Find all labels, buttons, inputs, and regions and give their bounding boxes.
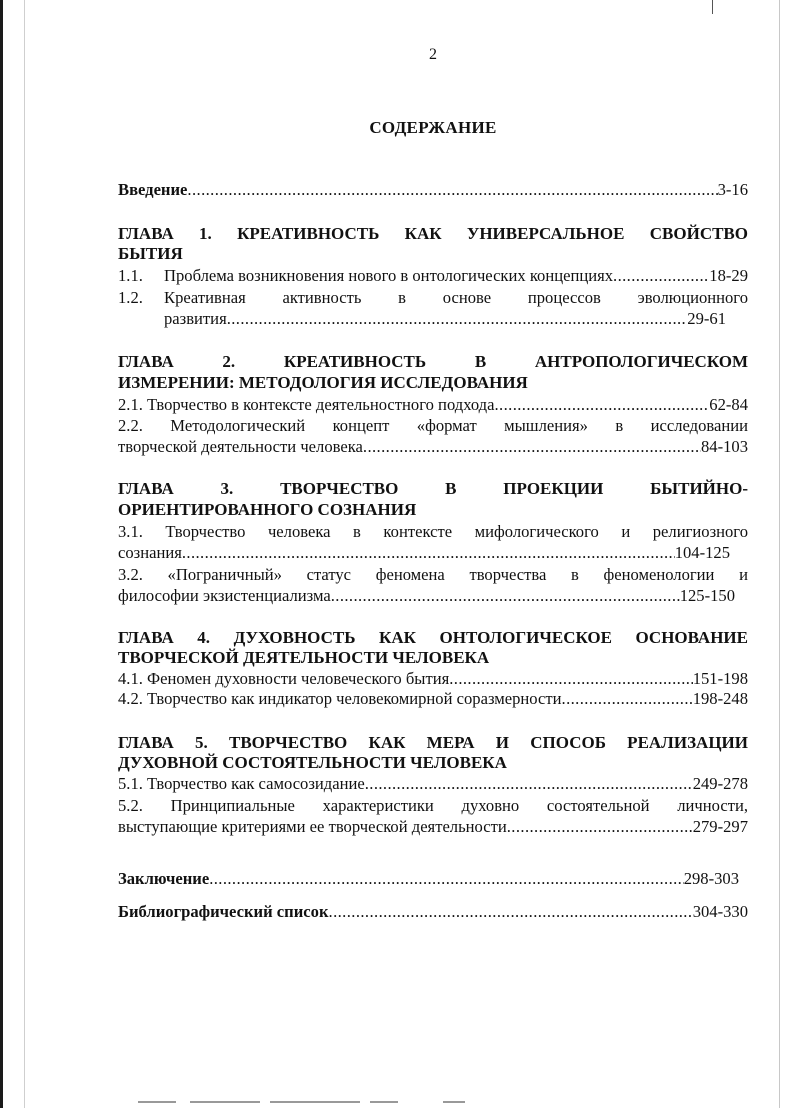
toc-label: творческой деятельности человека (118, 437, 363, 456)
toc-entry[interactable]: 3.2. «Пограничный» статус феномена творчества в феноменологии и (118, 565, 748, 584)
leader-dots (329, 902, 693, 922)
toc-entry[interactable]: 2.2. Методологический концепт «формат мышления» в исследовании (118, 416, 748, 435)
toc-label: 2.1. Творчество в контексте деятельностного подхода (118, 395, 495, 414)
scan-bottom-mark (138, 1101, 176, 1103)
scan-bottom-mark (443, 1101, 465, 1103)
chapter-heading[interactable]: ГЛАВА 3. ТВОРЧЕСТВО В ПРОЕКЦИИ БЫТИЙНО- (118, 479, 748, 498)
toc-label: 4.1. Феномен духовности человеческого бытия (118, 669, 450, 688)
toc-entry[interactable] (118, 774, 748, 794)
toc-label: развития (164, 309, 227, 328)
toc-entry[interactable] (118, 669, 748, 689)
toc-pages: 298-303 (683, 869, 739, 888)
scan-edge-line (24, 0, 25, 1108)
chapter-heading[interactable]: ГЛАВА 4. ДУХОВНОСТЬ КАК ОНТОЛОГИЧЕСКОЕ ОСНОВАНИЕ (118, 628, 748, 647)
toc-pages: 104-125 (674, 543, 730, 562)
toc-label: Заключение (118, 869, 210, 888)
toc-entry-bibliography[interactable] (118, 902, 748, 922)
toc-entry-introduction[interactable] (118, 180, 748, 200)
leader-dots (227, 309, 688, 329)
toc-pages: 62-84 (709, 395, 748, 414)
toc-label: 5.1. Творчество как самосозидание (118, 774, 365, 793)
page-number: 2 (429, 46, 437, 63)
chapter-heading-cont: ТВОРЧЕСКОЙ ДЕЯТЕЛЬНОСТИ ЧЕЛОВЕКА (118, 648, 490, 667)
scan-edge-left (0, 0, 3, 1108)
leader-dots (507, 817, 693, 837)
toc-pages: 29-61 (687, 309, 726, 328)
toc-label: 4.2. Творчество как индикатор человекомирной соразмерности (118, 689, 562, 708)
toc-entry[interactable] (118, 288, 748, 308)
toc-label: Проблема возникновения нового в онтологических концепциях (164, 266, 614, 285)
leader-dots (331, 586, 680, 606)
toc-pages: 125-150 (679, 586, 735, 605)
leader-dots (449, 669, 692, 689)
leader-dots (363, 437, 701, 457)
leader-dots (613, 266, 709, 286)
scan-edge-right (779, 0, 780, 1108)
scan-bottom-mark (370, 1101, 398, 1103)
toc-label: Введение (118, 180, 188, 199)
toc-entry[interactable] (118, 266, 748, 286)
scan-bottom-mark (270, 1101, 360, 1103)
toc-entry[interactable] (118, 689, 748, 709)
chapter-heading[interactable]: ГЛАВА 5. ТВОРЧЕСТВО КАК МЕРА И СПОСОБ РЕАЛИЗАЦИИ (118, 733, 748, 752)
toc-label: Креативная активность в основе процессов эволюционного (164, 288, 748, 307)
toc-entry-conclusion[interactable] (118, 869, 739, 889)
leader-dots (365, 774, 693, 794)
toc-pages: 3-16 (717, 180, 748, 199)
toc-pages: 279-297 (692, 817, 748, 836)
toc-entry-cont (118, 437, 748, 457)
scan-bottom-mark (190, 1101, 260, 1103)
toc-label: Библиографический список (118, 902, 329, 921)
chapter-heading-cont: ИЗМЕРЕНИИ: МЕТОДОЛОГИЯ ИССЛЕДОВАНИЯ (118, 373, 528, 392)
toc-label: сознания (118, 543, 182, 562)
toc-label: философии экзистенциализма (118, 586, 331, 605)
section-number: 1.2. (118, 288, 143, 307)
toc-pages: 18-29 (709, 266, 748, 285)
toc-pages: 304-330 (692, 902, 748, 921)
leader-dots (209, 869, 684, 889)
toc-entry-cont (118, 817, 748, 837)
toc-pages: 84-103 (700, 437, 748, 456)
leader-dots (495, 395, 710, 415)
toc-entry[interactable] (118, 395, 748, 415)
chapter-heading[interactable]: ГЛАВА 1. КРЕАТИВНОСТЬ КАК УНИВЕРСАЛЬНОЕ СВОЙСТВО (118, 224, 748, 243)
toc-entry-cont (118, 586, 735, 606)
section-number: 1.1. (118, 266, 143, 285)
toc-label: выступающие критериями ее творческой деятельности (118, 817, 507, 836)
toc-entry-cont (118, 543, 730, 563)
chapter-heading-cont: ОРИЕНТИРОВАННОГО СОЗНАНИЯ (118, 500, 417, 519)
leader-dots (187, 180, 717, 200)
leader-dots (182, 543, 675, 563)
chapter-heading-cont: ДУХОВНОЙ СОСТОЯТЕЛЬНОСТИ ЧЕЛОВЕКА (118, 753, 507, 772)
toc-entry[interactable]: 3.1. Творчество человека в контексте мифологического и религиозного (118, 522, 748, 541)
chapter-heading[interactable]: ГЛАВА 2. КРЕАТИВНОСТЬ В АНТРОПОЛОГИЧЕСКОМ (118, 352, 748, 371)
chapter-heading-cont: БЫТИЯ (118, 244, 183, 263)
toc-entry[interactable]: 5.2. Принципиальные характеристики духовно состоятельной личности, (118, 796, 748, 815)
toc-pages: 198-248 (692, 689, 748, 708)
toc-pages: 249-278 (692, 774, 748, 793)
toc-entry-cont (118, 309, 748, 329)
scan-corner-mark (712, 0, 713, 14)
toc-pages: 151-198 (692, 669, 748, 688)
page-title: СОДЕРЖАНИЕ (369, 118, 497, 137)
leader-dots (562, 689, 693, 709)
